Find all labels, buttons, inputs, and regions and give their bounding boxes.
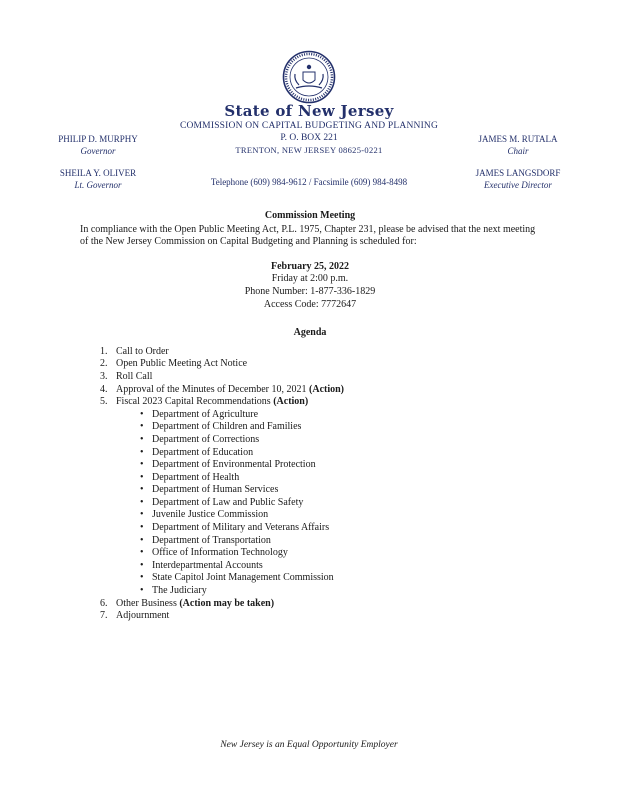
meeting-time: Friday at 2:00 p.m. (271, 273, 349, 285)
official-title: Executive Director (484, 180, 552, 190)
agenda-item: 3. Roll Call (110, 371, 540, 384)
department-item: • The Judiciary (140, 585, 207, 597)
bullet-icon: • (140, 522, 144, 534)
bullet-icon: • (140, 446, 144, 458)
bullet-icon: • (140, 509, 144, 521)
department-item: • Office of Information Technology (140, 547, 288, 559)
official-title: Chair (507, 146, 529, 156)
bullet-icon: • (140, 547, 144, 559)
agenda-item: 2. Open Public Meeting Act Notice (110, 358, 540, 371)
meeting-access-code: Access Code: 7772647 (263, 298, 357, 310)
bullet-icon: • (140, 459, 144, 471)
commission-name: COMMISSION ON CAPITAL BUDGETING AND PLANNING (179, 121, 439, 131)
agenda-heading: Agenda (293, 327, 327, 339)
bullet-icon: • (140, 408, 144, 420)
department-item: • Department of Military and Veterans Affairs (140, 522, 330, 534)
chair-block (470, 133, 566, 157)
department-item: • Department of Human Services (140, 484, 279, 496)
bullet-icon: • (140, 585, 144, 597)
official-title: Lt. Governor (74, 180, 122, 190)
bullet-icon: • (140, 559, 144, 571)
department-item: • Department of Corrections (140, 433, 260, 445)
bullet-icon: • (140, 496, 144, 508)
agenda-list (80, 346, 540, 623)
meeting-details (80, 261, 540, 311)
official-name: JAMES M. RUTALA (478, 134, 558, 144)
department-item: • State Capitol Joint Management Commission (140, 572, 334, 584)
lt-governor-block (58, 167, 138, 191)
state-title: State of New Jersey (224, 102, 394, 120)
department-item: • Department of Health (140, 471, 240, 483)
po-box: P. O. BOX 221 (280, 133, 338, 143)
meeting-date: February 25, 2022 (270, 260, 350, 272)
official-name: PHILIP D. MURPHY (58, 134, 138, 144)
bullet-icon: • (140, 421, 144, 433)
governor-block (58, 133, 138, 157)
department-item: • Department of Law and Public Safety (140, 496, 304, 508)
bullet-icon: • (140, 572, 144, 584)
department-item: • Department of Environmental Protection (140, 459, 316, 471)
official-name: SHEILA Y. OLIVER (59, 168, 137, 178)
notice-heading: Commission Meeting (264, 210, 356, 221)
meeting-phone: Phone Number: 1-877-336-1829 (244, 285, 376, 297)
agenda-item: 4. Approval of the Minutes of December 10, 2021 (Action) (110, 384, 540, 397)
department-item: • Department of Children and Families (140, 421, 302, 433)
official-title: Governor (80, 146, 116, 156)
department-item: • Interdepartmental Accounts (140, 559, 263, 571)
bullet-icon: • (140, 534, 144, 546)
footer-statement: New Jersey is an Equal Opportunity Employer (220, 740, 398, 750)
department-item: • Juvenile Justice Commission (140, 509, 269, 521)
agenda-item: 6. Other Business (Action may be taken) (110, 598, 540, 611)
official-name: JAMES LANGSDORF (475, 168, 561, 178)
notice-content (80, 210, 540, 623)
phone-fax: Telephone (609) 984-9612 / Facsimile (609) 984-8498 (210, 177, 408, 187)
executive-director-block (468, 167, 568, 191)
agenda-item: 7. Adjournment (110, 610, 540, 623)
agenda-item: 5. Fiscal 2023 Capital Recommendations (Action) • Department of Agriculture • Department of Children and Families • Department of Corrections • Department of Education • Department of Environmental Protection • Department of Health • Department of Human Services • Department of Law and Public Safety • Juvenile Justice Commission • Department of Military and Veterans Affairs • Department of Transportation • Office of Information Technology • Interdepartmental Accounts • State Capitol Joint Management Commission • The Judiciary (110, 396, 540, 598)
department-item: • Department of Transportation (140, 534, 271, 546)
state-seal-icon (282, 50, 336, 104)
city-address: TRENTON, NEW JERSEY 08625-0221 (235, 145, 383, 155)
bullet-icon: • (140, 484, 144, 496)
notice-intro: In compliance with the Open Public Meeting Act, P.L. 1975, Chapter 231, please be advised that the next meeting of the New Jersey Commission on Capital Budgeting and Planning is scheduled for: (80, 223, 536, 248)
agenda-item: 1. Call to Order (110, 346, 540, 359)
bullet-icon: • (140, 433, 144, 445)
bullet-icon: • (140, 471, 144, 483)
department-item: • Department of Education (140, 446, 254, 458)
department-list (116, 409, 540, 598)
department-item: • Department of Agriculture (140, 408, 259, 420)
